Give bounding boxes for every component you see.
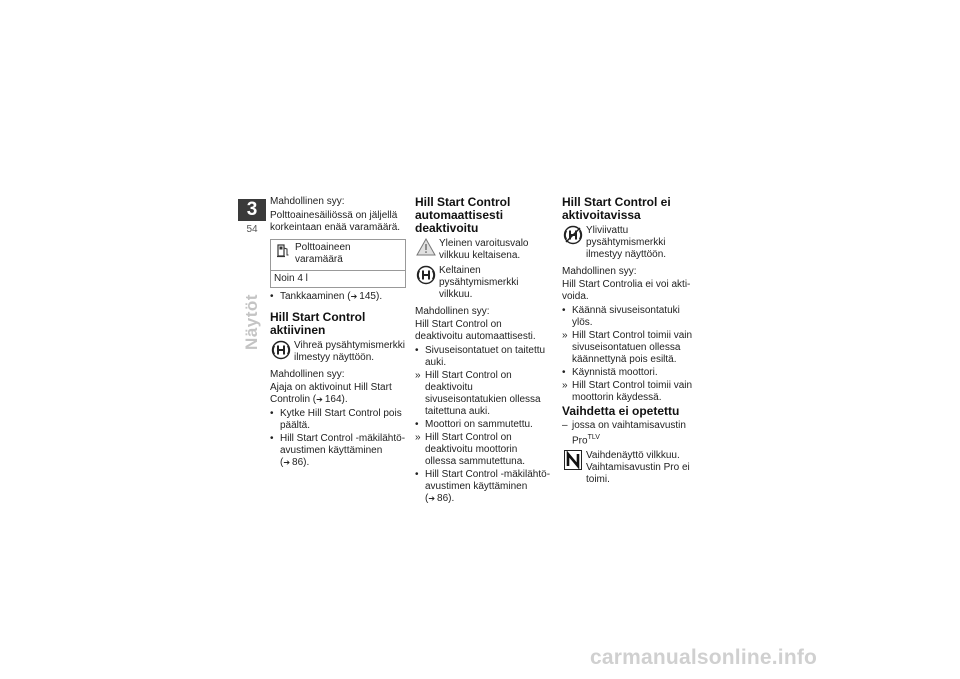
- column-2: [415, 196, 551, 506]
- column-1: [270, 196, 406, 470]
- cause-label: Mahdollinen syy:: [415, 306, 490, 317]
- option-superscript: TLV: [587, 434, 600, 441]
- indicator-text: Keltainen pysähtymismerkki vilkkuu.: [439, 265, 519, 300]
- indicator-row: [562, 225, 698, 261]
- chapter-number: 3: [238, 199, 266, 221]
- section-title-hsc-active: Hill Start Control aktiivinen: [270, 310, 366, 337]
- cause-text: Hill Start Control on deaktivoitu automaattisesti.: [415, 319, 536, 342]
- fuel-reserve-box: [270, 239, 406, 288]
- indicator-text: Vaihdenäyttö vilkkuu. Vaihtamisavustin Pro ei toimi.: [586, 450, 690, 486]
- fuel-reserve-value: Noin 4 l: [271, 270, 405, 287]
- list-item: » Hill Start Control on deaktivoitu sivuseisontatukien ollessa taitettuna auki.: [415, 370, 551, 418]
- list-item: • Hill Start Control -mäkilähtöavustimen käyttäminen (➔ 86).: [415, 469, 551, 505]
- warning-triangle-icon: [415, 238, 437, 258]
- watermark: carmanualsonline.info: [590, 646, 818, 669]
- cause-label: Mahdollinen syy:: [562, 266, 637, 277]
- hill-start-hold-icon: [270, 340, 292, 360]
- cause-text: Polttoainesäiliössä on jäljellä korkeintaan enää varamäärä.: [270, 210, 401, 233]
- cause-text: Ajaja on aktivoinut Hill Start Controlin (➔ 164).: [270, 382, 406, 406]
- hill-start-hold-icon: [415, 265, 437, 285]
- gear-neutral-icon: [562, 450, 584, 470]
- indicator-row: [415, 265, 551, 301]
- list-item: • Tankkaaminen (➔ 145).: [270, 291, 406, 303]
- page-ref[interactable]: ➔ 86: [428, 493, 448, 504]
- list-item: • Käännä sivuseisontatuki ylös.: [562, 305, 698, 329]
- indicator-row: [562, 450, 698, 486]
- list-item: – jossa on vaihtamisavustin Pro$^{TLV}$: [562, 420, 698, 447]
- section-title-gear-not-taught: Vaihdetta ei opetettu: [562, 404, 680, 418]
- page-ref[interactable]: ➔ 164: [316, 394, 341, 405]
- list-item: » Hill Start Control toimii vain sivuseisontatuen ollessa käännettynä pois esiltä.: [562, 330, 698, 366]
- cause-text: Hill Start Controlia ei voi aktivoida.: [562, 279, 691, 302]
- cause-label: Mahdollinen syy:: [270, 196, 345, 207]
- list-item: » Hill Start Control toimii vain moottorin käydessä.: [562, 380, 698, 404]
- indicator-row: [270, 340, 406, 364]
- indicator-text: Yleinen varoitusvalo vilkkuu keltaisena.: [439, 238, 529, 261]
- list-item: • Moottori on sammutettu.: [415, 419, 551, 431]
- list-item: » Hill Start Control on deaktivoitu moottorin ollessa sammutettuna.: [415, 432, 551, 468]
- hill-start-hold-crossed-icon: [562, 225, 584, 245]
- section-title-hsc-not-activatable: Hill Start Control ei aktivoitavissa: [562, 195, 671, 222]
- column-3: [562, 196, 698, 489]
- list-item: • Hill Start Control -mäkilähtöavustimen käyttäminen (➔ 86).: [270, 433, 406, 469]
- page-ref[interactable]: ➔ 145: [351, 291, 376, 302]
- chapter-title: Näytöt: [242, 294, 261, 350]
- fuel-pump-icon: [271, 242, 295, 262]
- indicator-row: [415, 238, 551, 262]
- page-number: 54: [246, 224, 258, 235]
- indicator-text: Yliviivattu pysähtymismerkki ilmestyy näyttöön.: [586, 225, 667, 260]
- page-ref[interactable]: ➔ 86: [283, 457, 303, 468]
- indicator-text: Vihreä pysähtymismerkki ilmestyy näyttöön.: [294, 340, 405, 363]
- list-item: • Kytke Hill Start Control pois päältä.: [270, 408, 406, 432]
- list-item: • Käynnistä moottori.: [562, 367, 698, 379]
- list-item: • Sivuseisontatuet on taitettu auki.: [415, 345, 551, 369]
- cause-label: Mahdollinen syy:: [270, 369, 345, 380]
- section-title-hsc-auto-deactivated: Hill Start Control automaattisesti deaktivoitu: [415, 195, 511, 235]
- fuel-reserve-label: Polttoaineen varamäärä: [295, 242, 351, 265]
